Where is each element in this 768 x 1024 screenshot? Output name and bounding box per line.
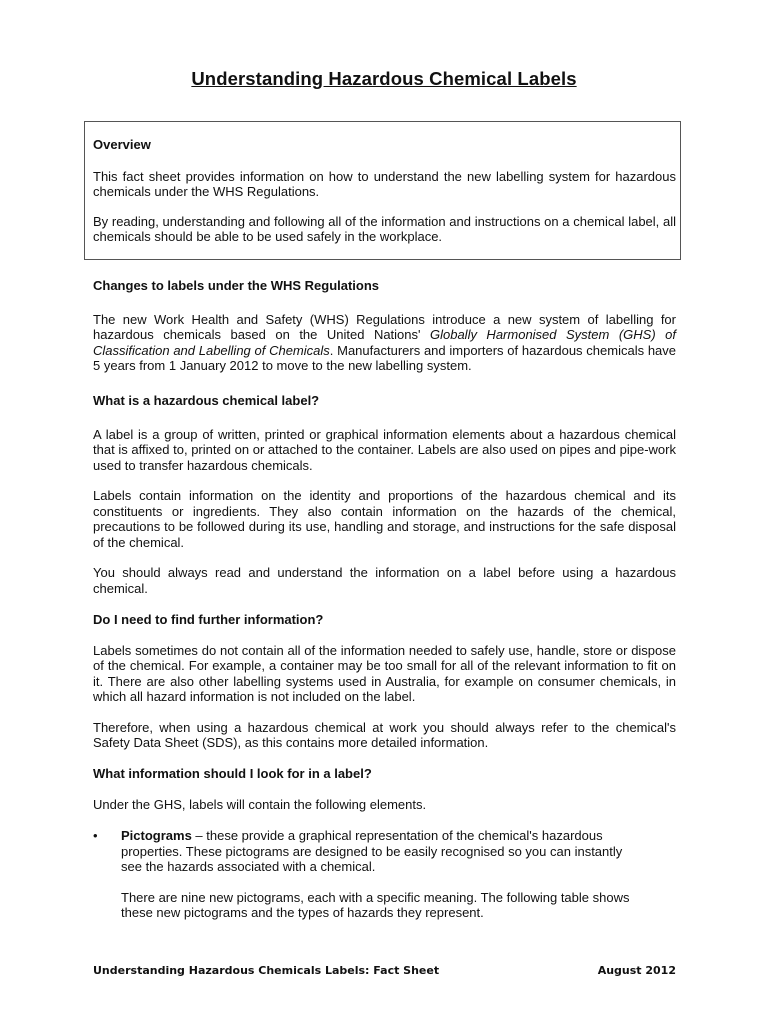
what-is-paragraph-1: A label is a group of written, printed or graphical information elements about a hazardous chemical that is affixed to, printed on or attached to the container. Labels are also used on pipes and pipe-work used to transfer hazardous chemicals. <box>93 426 676 473</box>
changes-paragraph <box>93 312 676 374</box>
pictograms-term: Pictograms <box>121 828 192 843</box>
footer-date: August 2012 <box>597 964 676 977</box>
page-title: Understanding Hazardous Chemical Labels <box>191 68 577 89</box>
bullet-marker: • <box>93 828 98 843</box>
overview-section <box>93 137 676 245</box>
further-section <box>93 612 676 751</box>
what-is-section <box>93 393 676 596</box>
what-is-paragraph-3: You should always read and understand the information on a label before using a hazardous chemical. <box>93 565 676 596</box>
footer-title: Understanding Hazardous Chemicals Labels: Fact Sheet <box>93 964 440 977</box>
pictograms-description: – these provide a graphical representation of the chemical's hazardous properties. These pictograms are designed to be easily recognised so you can instantly see the hazards associated with a chemical. <box>121 828 623 874</box>
further-paragraph-2: Therefore, when using a hazardous chemical at work you should always refer to the chemical's Safety Data Sheet (SDS), as this contains more detailed information. <box>93 719 676 750</box>
look-for-intro: Under the GHS, labels will contain the following elements. <box>93 796 427 812</box>
pictograms-bullet <box>121 828 631 921</box>
what-is-paragraph-2: Labels contain information on the identity and proportions of the hazardous chemical and its constituents or ingredients. They also contain information on the hazards of the chemical, precautions to be followed during its use, handling and storage, and instructions for the safe disposal of the chemical. <box>93 488 676 550</box>
changes-text-b: . Manufacturers and importers of hazardous chemicals have 5 years from 1 January 2012 to move to the new labelling system. <box>93 342 677 373</box>
overview-paragraph-1: This fact sheet provides information on how to understand the new labelling system for hazardous chemicals under the WHS Regulations. <box>93 168 676 199</box>
further-heading: Do I need to find further information? <box>93 612 324 627</box>
pictograms-paragraph-2: There are nine new pictograms, each with a specific meaning. The following table shows these new pictograms and the types of hazards they represent. <box>121 889 630 920</box>
changes-heading: Changes to labels under the WHS Regulations <box>93 278 380 293</box>
changes-text-a: The new Work Health and Safety (WHS) Regulations introduce a new system of labelling for hazardous chemicals based on the United Nations' <box>93 311 676 342</box>
overview-paragraph-2: By reading, understanding and following all of the information and instructions on a chemical label, all chemicals should be able to be used safely in the workplace. <box>93 213 676 244</box>
ghs-title-italic: Globally Harmonised System (GHS) of Classification and Labelling of Chemicals <box>93 327 676 358</box>
changes-section <box>93 278 676 374</box>
overview-heading: Overview <box>93 137 151 152</box>
look-for-heading: What information should I look for in a label? <box>93 766 372 781</box>
look-for-section <box>93 766 676 812</box>
pictograms-bullet-text <box>121 828 631 875</box>
further-paragraph-1: Labels sometimes do not contain all of the information needed to safely use, handle, store or dispose of the chemical. For example, a container may be too small for all of the relevant information to fit on it. There are also other labelling systems used in Australia, for example on consumer chemicals, in which all hazard information is not included on the label. <box>93 642 676 704</box>
what-is-heading: What is a hazardous chemical label? <box>93 393 320 408</box>
